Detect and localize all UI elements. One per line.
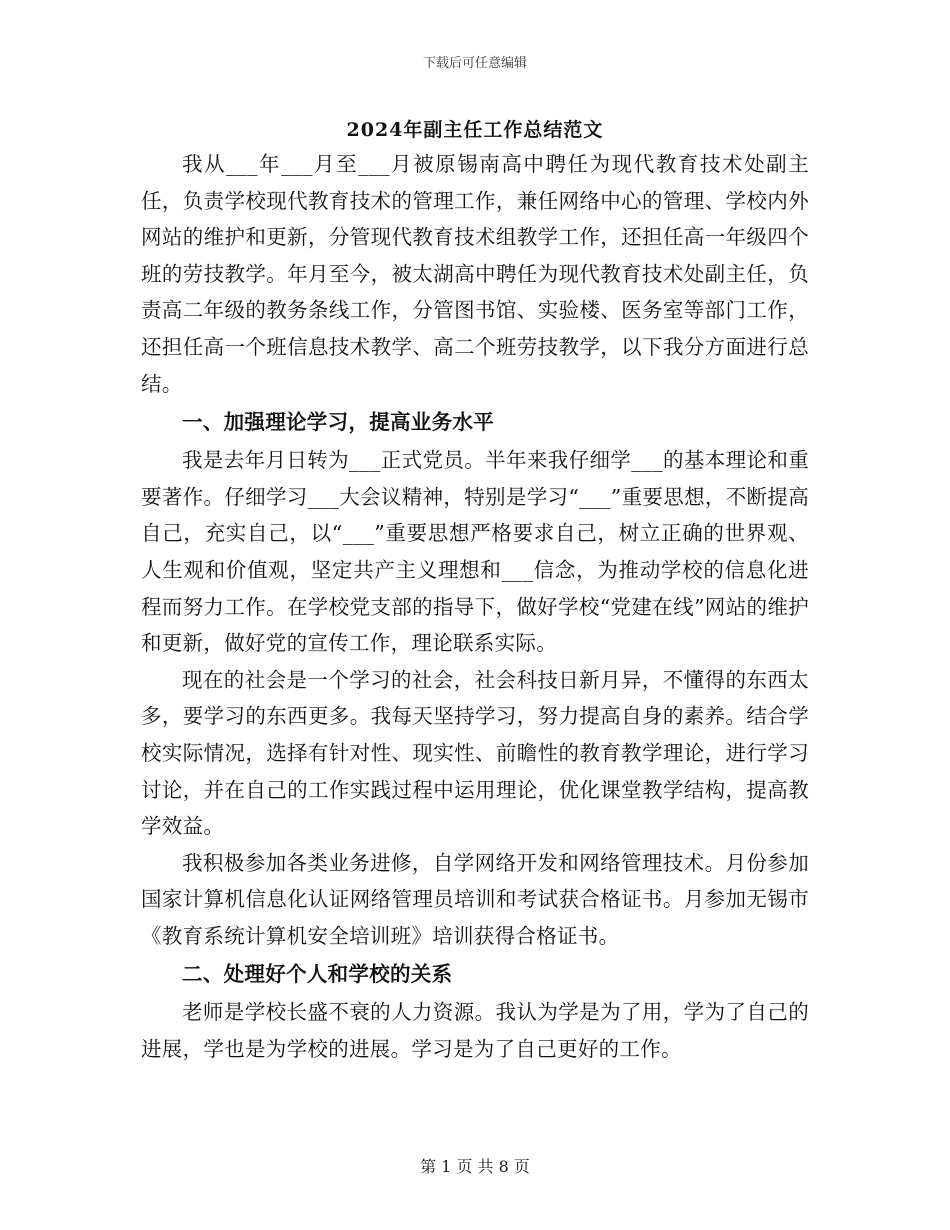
paragraph-learning-society: 现在的社会是一个学习的社会，社会科技日新月异，不懂得的东西太多，要学习的东西更多。我每天坚持学习，努力提高自身的素养。结合学校实际情况，选择有针对性、现实性、前瞻性的教育教学理论，进行学习讨论，并在自己的工作实践过程中运用理论，优化课堂教学结构，提高教学效益。 <box>141 667 809 839</box>
page-title: 2024年副主任工作总结范文 <box>346 119 604 141</box>
paragraph-intro: 我从___年___月至___月被原锡南高中聘任为现代教育技术处副主任，负责学校现代教育技术的管理工作，兼任网络中心的管理、学校内外网站的维护和更新，分管现代教育技术组教学工作，还担任高一年级四个班的劳技教学。年月至今，被太湖高中聘任为现代教育技术处副主任，负责高二年级的教务条线工作，分管图书馆、实验楼、医务室等部门工作，还担任高一个班信息技术教学、高二个班劳技教学，以下我分方面进行总结。 <box>141 152 809 396</box>
section-heading-2: 二、处理好个人和学校的关系 <box>182 962 453 987</box>
page-number: 第 1 页 共 8 页 <box>420 1157 530 1176</box>
section-heading-1: 一、加强理论学习，提高业务水平 <box>182 410 494 435</box>
header-note: 下载后可任意编辑 <box>422 56 527 71</box>
paragraph-party-study: 我是去年月日转为___正式党员。半年来我仔细学___的基本理论和重要著作。仔细学习___大会议精神，特别是学习“___”重要思想，不断提高自己，充实自己，以“___”重要思想严格要求自己，树立正确的世界观、人生观和价值观，坚定共产主义理想和___信念，为推动学校的信息化进程而努力工作。在学校党支部的指导下，做好学校“党建在线”网站的维护和更新，做好党的宣传工作，理论联系实际。 <box>141 448 809 656</box>
document-body <box>141 146 809 1068</box>
paragraph-training: 我积极参加各类业务进修，自学网络开发和网络管理技术。月份参加国家计算机信息化认证网络管理员培训和考试获合格证书。月参加无锡市《教育系统计算机安全培训班》培训获得合格证书。 <box>141 850 809 948</box>
paragraph-teacher-resource: 老师是学校长盛不衰的人力资源。我认为学是为了用，学为了自己的进展，学也是为学校的进展。学习是为了自己更好的工作。 <box>141 1000 809 1062</box>
